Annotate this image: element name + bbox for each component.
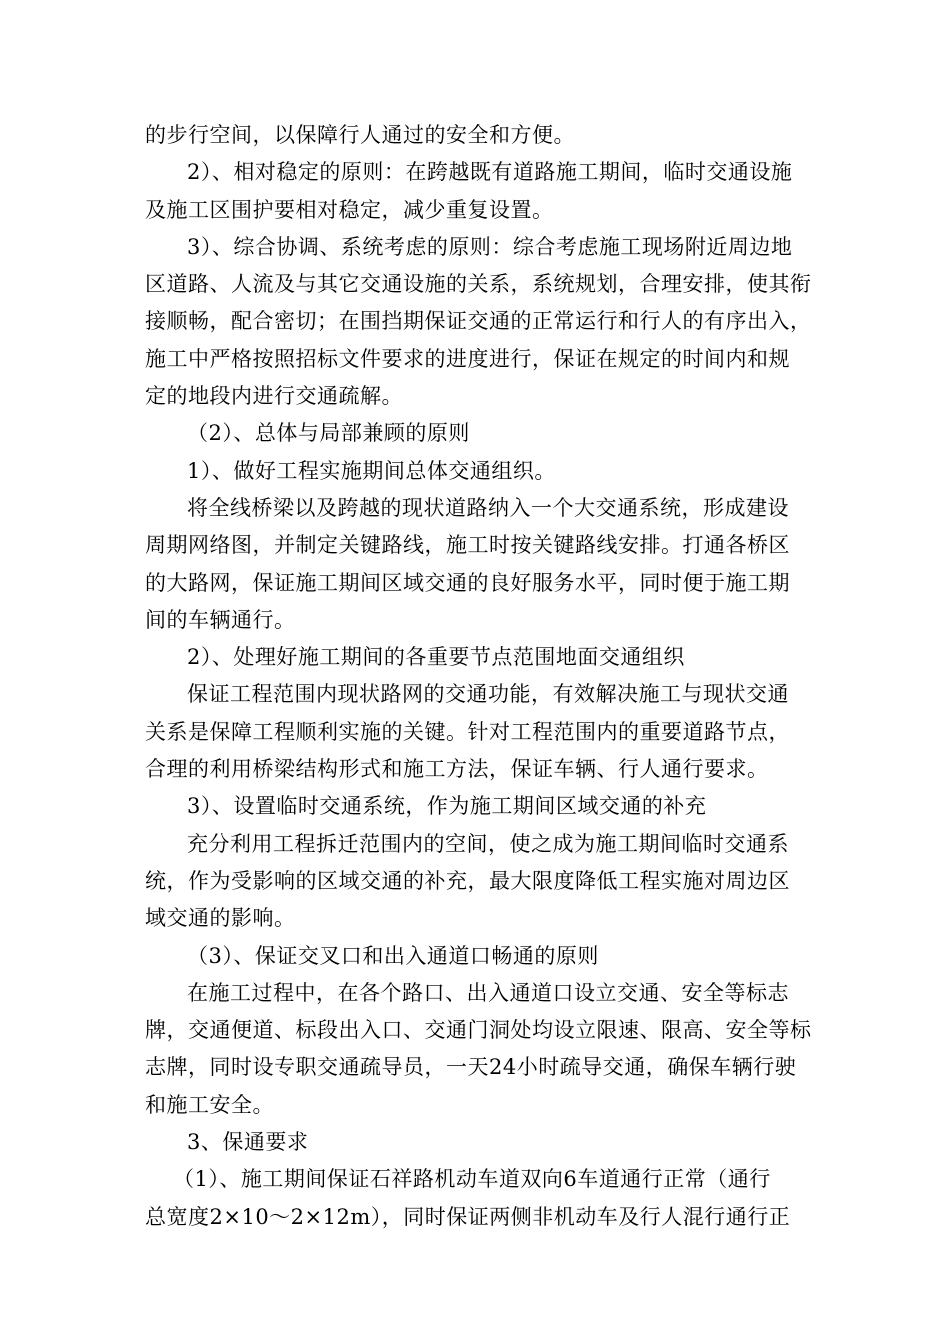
text-line: 间的车辆通行。 [145,607,296,632]
text-line: 2）、相对稳定的原则：在跨越既有道路施工期间，临时交通设施 [187,160,793,185]
text-line: 定的地段内进行交通疏解。 [145,384,403,409]
text-line: 在施工过程中，在各个路口、出入通道口设立交通、安全等标志 [187,980,789,1005]
text-line: 3、保通要求 [187,1130,309,1155]
text-line: 的大路网，保证施工期间区域交通的良好服务水平，同时便于施工期 [145,570,790,595]
text-line: （2）、总体与局部兼顾的原则 [187,421,470,446]
text-line: 关系是保障工程顺利实施的关键。针对工程范围内的重要道路节点， [145,719,790,744]
text-line: 周期网络图，并制定关键路线，施工时按关键路线安排。打通各桥区 [145,533,790,558]
text-line: 充分利用工程拆迁范围内的空间，使之成为施工期间临时交通系 [187,831,789,856]
text-line: 及施工区围护要相对稳定，减少重复设置。 [145,197,554,222]
text-line: 3）、综合协调、系统考虑的原则：综合考虑施工现场附近周边地 [187,234,793,259]
text-line: 区道路、人流及与其它交通设施的关系，系统规划，合理安排，使其衔 [145,272,812,297]
text-line: 施工中严格按照招标文件要求的进度进行，保证在规定的时间内和规 [145,346,790,371]
text-line: 牌，交通便道、标段出入口、交通门洞处均设立限速、限高、安全等标 [145,1018,812,1043]
text-line: 统，作为受影响的区域交通的补充，最大限度降低工程实施对周边区 [145,868,790,893]
text-line: 合理的利用桥梁结构形式和施工方法，保证车辆、行人通行要求。 [145,757,769,782]
text-line: 接顺畅，配合密切；在围挡期保证交通的正常运行和行人的有序出入， [145,309,812,334]
text-line: 2）、处理好施工期间的各重要节点范围地面交通组织 [187,645,685,670]
text-line: 的步行空间，以保障行人通过的安全和方便。 [145,123,575,147]
body-text [145,117,815,1236]
text-line: （3）、保证交叉口和出入通道口畅通的原则 [187,943,599,968]
text-line: 志牌，同时设专职交通疏导员，一天24小时疏导交通，确保车辆行驶 [145,1055,797,1080]
text-line: 保证工程范围内现状路网的交通功能，有效解决施工与现状交通 [187,682,789,707]
text-line: 将全线桥梁以及跨越的现状道路纳入一个大交通系统，形成建设 [187,495,789,520]
text-line: 3）、设置临时交通系统，作为施工期间区域交通的补充 [187,794,707,819]
text-line: 1）、做好工程实施期间总体交通组织。 [187,458,556,483]
text-line: （1）、施工期间保证石祥路机动车道双向6车道通行正常（通行 [173,1167,771,1192]
text-line: 域交通的影响。 [145,906,296,931]
text-line: 总宽度2×10～2×12m），同时保证两侧非机动车及行人混行通行正 [145,1204,791,1229]
text-line: 和施工安全。 [145,1092,274,1117]
